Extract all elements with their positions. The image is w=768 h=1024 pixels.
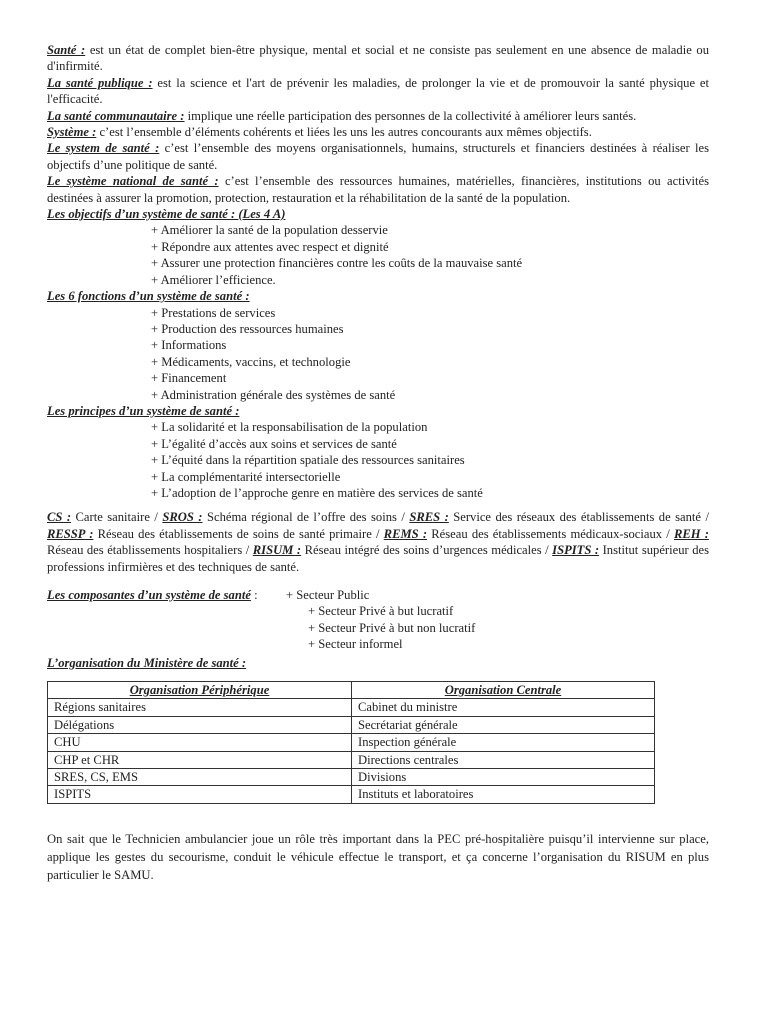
column-header: Organisation Périphérique bbox=[48, 682, 352, 699]
column-header: Organisation Centrale bbox=[352, 682, 655, 699]
term-label: Système : bbox=[47, 125, 97, 140]
definition-text: est un état de complet bien-être physique, mental et social et ne consiste pas seulement en une absence de maladie ou d'infirmité. bbox=[47, 43, 709, 74]
abbreviation: SRES : bbox=[409, 510, 449, 525]
list-item: + Secteur informel bbox=[308, 636, 768, 652]
list-item: + L’égalité d’accès aux soins et services de santé bbox=[151, 436, 709, 452]
term-label: Santé : bbox=[47, 43, 86, 57]
list-item: + Financement bbox=[151, 370, 709, 386]
table-cell: CHP et CHR bbox=[48, 751, 352, 768]
table-row bbox=[48, 786, 655, 803]
objectifs-heading: Les objectifs d’un système de santé : (Les 4 A) bbox=[47, 207, 286, 222]
list-item: + Informations bbox=[151, 337, 709, 353]
term-label: Le system de santé : bbox=[47, 141, 160, 156]
abbreviation: ISPITS : bbox=[552, 543, 600, 558]
list-item: + Secteur Public bbox=[286, 587, 768, 603]
abbreviation: REH : bbox=[673, 526, 709, 541]
composantes-list bbox=[286, 587, 768, 653]
fonctions-heading: Les 6 fonctions d’un système de santé : bbox=[47, 289, 250, 304]
list-item: + Prestations de services bbox=[151, 305, 709, 321]
table-row bbox=[48, 769, 655, 786]
composantes-section: Les composantes d’un système de santé : + Secteur Public + Secteur Privé à but lucratif + Secteur Privé à but non lucratif + Secteur informel bbox=[47, 587, 709, 653]
organisation-heading: L’organisation du Ministère de santé : bbox=[47, 655, 247, 670]
table-cell: Régions sanitaires bbox=[48, 699, 352, 716]
definition-text: c’est l’ensemble des moyens organisationnels, humains, structurels et financiers destinées à réaliser les objectifs d’une politique de santé. bbox=[47, 141, 709, 172]
abbreviation: REMS : bbox=[383, 526, 428, 541]
organisation-table bbox=[47, 681, 655, 804]
definition-sante-publique bbox=[47, 75, 709, 108]
table-row bbox=[48, 716, 655, 733]
table-cell: Inspection générale bbox=[352, 734, 655, 751]
composantes-heading: Les composantes d’un système de santé bbox=[47, 588, 251, 602]
definition-text: est la science et l'art de prévenir les maladies, de prolonger la vie et de promouvoir la santé physique et l'efficacité. bbox=[47, 75, 710, 107]
objectifs-list bbox=[47, 222, 709, 288]
principes-list bbox=[47, 419, 709, 501]
table-cell: SRES, CS, EMS bbox=[48, 769, 352, 786]
abbreviation: RESSP : bbox=[47, 526, 94, 541]
list-item: + L’équité dans la répartition spatiale des ressources sanitaires bbox=[151, 452, 709, 468]
list-item: + Médicaments, vaccins, et technologie bbox=[151, 354, 709, 370]
fonctions-list bbox=[47, 305, 709, 403]
table-cell: Secrétariat générale bbox=[352, 716, 655, 733]
list-item: + Améliorer la santé de la population desservie bbox=[151, 222, 709, 238]
list-item: + L’adoption de l’approche genre en matière des services de santé bbox=[151, 485, 709, 501]
principes-heading: Les principes d’un système de santé : bbox=[47, 403, 240, 418]
abbreviation: RISUM : bbox=[252, 543, 302, 558]
closing-paragraph: On sait que le Technicien ambulancier joue un rôle très important dans la PEC pré-hospitalière puisqu’il intervienne sur place, applique les gestes du secourisme, conduit le véhicule effectue le transport, et ça concerne l’organisation du RISUM en plus particulier le SAMU. bbox=[47, 831, 709, 882]
table-row bbox=[48, 699, 655, 716]
table-header-row bbox=[48, 682, 655, 699]
definition-text: c’est l’ensemble des ressources humaines, matérielles, financières, institutions ou activités destinées à assurer la promotion, protection, restauration et la réhabilitation de la santé de la population. bbox=[47, 174, 709, 205]
abbreviations-paragraph: CS : Carte sanitaire / SROS : Schéma régional de l’offre des soins / SRES : Service des réseaux des établissements de santé / RESSP : Réseau des établissements de soins de santé primaire / REMS : Réseau des établissements médicaux-sociaux / REH : Réseau des établissements hospitaliers / RISUM : Réseau intégré des soins d’urgences médicales / ISPITS : Institut supérieur des professions infirmières et des techniques de santé. bbox=[47, 510, 709, 574]
table-cell: Cabinet du ministre bbox=[352, 699, 655, 716]
definition-text: implique une réelle participation des personnes de la collectivité à améliorer leurs santés. bbox=[184, 108, 637, 123]
table-cell: Délégations bbox=[48, 716, 352, 733]
list-item: + La solidarité et la responsabilisation de la population bbox=[151, 419, 709, 435]
term-label: La santé publique : bbox=[47, 75, 153, 90]
list-item: + Secteur Privé à but lucratif bbox=[308, 603, 768, 619]
definition-text: c’est l’ensemble d’éléments cohérents et liées les uns les autres concourants aux mêmes objectifs. bbox=[96, 125, 592, 140]
table-row bbox=[48, 734, 655, 751]
table-cell: CHU bbox=[48, 734, 352, 751]
abbreviation: SROS : bbox=[162, 510, 203, 525]
document-page bbox=[47, 42, 709, 884]
definition-systeme bbox=[47, 124, 709, 140]
definition-sante bbox=[47, 42, 709, 75]
abbreviation: CS : bbox=[47, 510, 72, 525]
definition-sante-communautaire bbox=[47, 108, 709, 124]
definition-systeme-national bbox=[47, 173, 709, 206]
term-label: La santé communautaire : bbox=[47, 108, 185, 123]
list-item: + Production des ressources humaines bbox=[151, 321, 709, 337]
list-item: + Administration générale des systèmes de santé bbox=[151, 387, 709, 403]
table-row bbox=[48, 751, 655, 768]
term-label: Le système national de santé : bbox=[47, 174, 219, 189]
list-item: + Secteur Privé à but non lucratif bbox=[308, 620, 768, 636]
definition-system-de-sante bbox=[47, 140, 709, 173]
list-item: + Répondre aux attentes avec respect et dignité bbox=[151, 239, 709, 255]
table-cell: ISPITS bbox=[48, 786, 352, 803]
table-cell: Divisions bbox=[352, 769, 655, 786]
list-item: + Assurer une protection financières contre les coûts de la mauvaise santé bbox=[151, 255, 709, 271]
table-cell: Directions centrales bbox=[352, 751, 655, 768]
list-item: + Améliorer l’efficience. bbox=[151, 272, 709, 288]
list-item: + La complémentarité intersectorielle bbox=[151, 469, 709, 485]
table-cell: Instituts et laboratoires bbox=[352, 786, 655, 803]
